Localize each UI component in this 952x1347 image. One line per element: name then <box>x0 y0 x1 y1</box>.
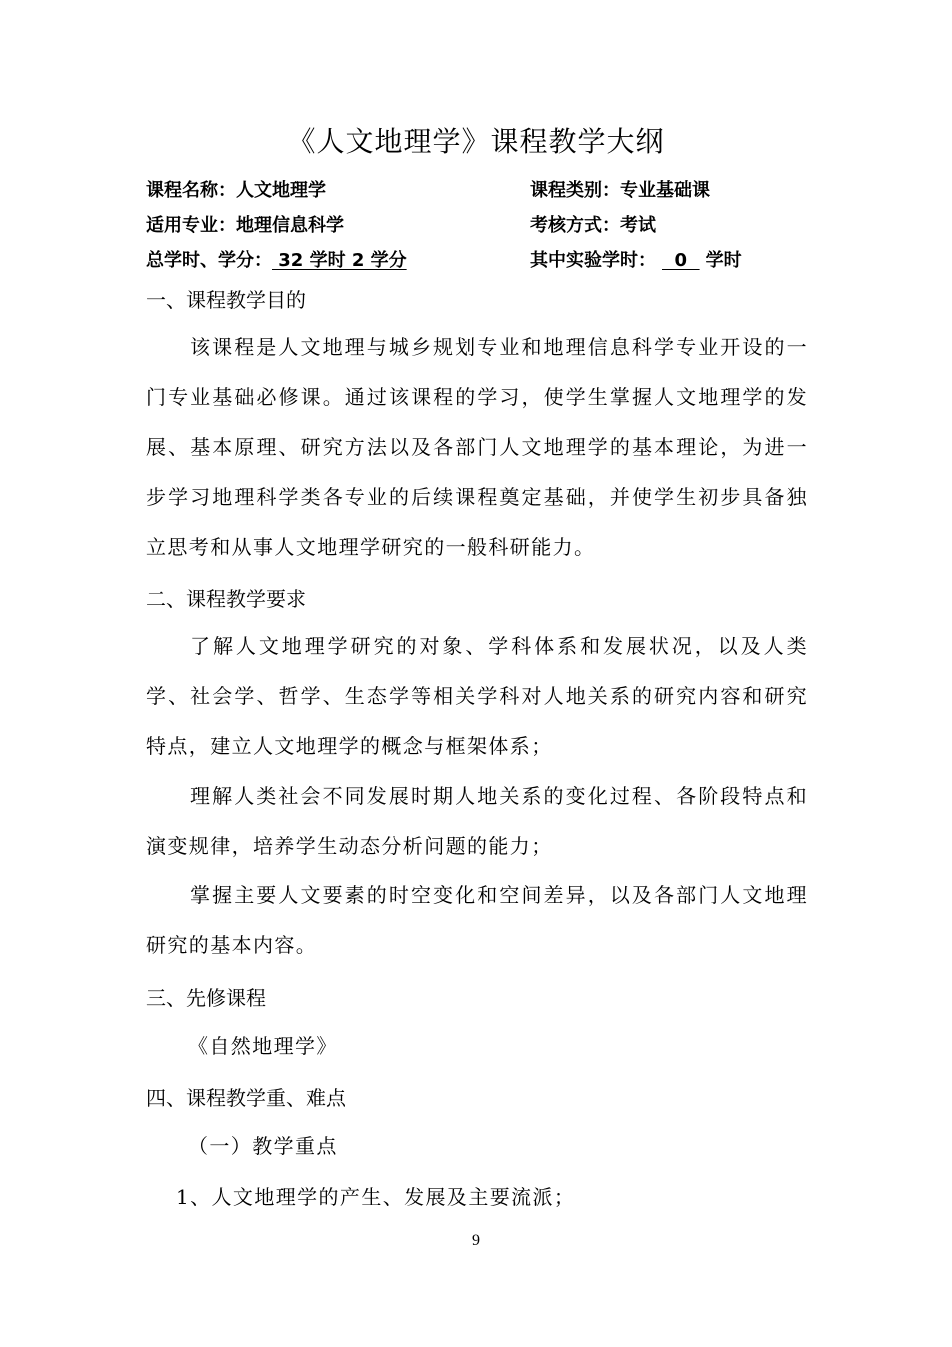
section-4-heading: 四、课程教学重、难点 <box>146 1086 346 1110</box>
prerequisite-course: 《自然地理学》 <box>188 1034 338 1058</box>
course-type-row <box>530 176 710 202</box>
course-type-value: 专业基础课 <box>620 180 710 201</box>
section-4-subheading: （一）教学重点 <box>188 1134 338 1158</box>
section-1-heading: 一、课程教学目的 <box>146 288 306 312</box>
page-number: 9 <box>472 1232 480 1249</box>
assessment-row <box>530 211 656 237</box>
hours-value: 32 学时 2 学分 <box>272 250 407 271</box>
hours-label: 总学时、学分： <box>146 250 272 271</box>
major-value: 地理信息科学 <box>236 215 344 236</box>
major-row <box>146 211 344 237</box>
assessment-value: 考试 <box>620 215 656 236</box>
lab-hours-row <box>530 246 742 272</box>
section-4-item-1: 1、人文地理学的产生、发展及主要流派； <box>176 1185 576 1209</box>
section-1-paragraph: 该课程是人文地理与城乡规划专业和地理信息科学专业开设的一门专业基础必修课。通过该课程的学习，使学生掌握人文地理学的发展、基本原理、研究方法以及各部门人文地理学的基本理论，为进一步学习地理科学类各专业的后续课程奠定基础，并使学生初步具备独立思考和从事人文地理学研究的一般科研能力。 <box>146 335 808 559</box>
section-2-paragraph-1: 了解人文地理学研究的对象、学科体系和发展状况，以及人类学、社会学、哲学、生态学等相关学科对人地关系的研究内容和研究特点，建立人文地理学的概念与框架体系； <box>146 634 808 758</box>
lab-hours-value: 0 <box>662 250 700 271</box>
hours-row <box>146 246 407 272</box>
section-2-paragraph-3: 掌握主要人文要素的时空变化和空间差异，以及各部门人文地理研究的基本内容。 <box>146 883 808 957</box>
assessment-label: 考核方式： <box>530 215 620 236</box>
course-name-row <box>146 176 326 202</box>
course-name-label: 课程名称： <box>146 180 236 201</box>
major-label: 适用专业： <box>146 215 236 236</box>
section-2-heading: 二、课程教学要求 <box>146 587 306 611</box>
section-2-paragraph-2: 理解人类社会不同发展时期人地关系的变化过程、各阶段特点和演变规律，培养学生动态分析问题的能力； <box>146 784 808 858</box>
section-3-heading: 三、先修课程 <box>146 986 266 1010</box>
lab-hours-unit: 学时 <box>705 250 742 271</box>
course-type-label: 课程类别： <box>530 180 620 201</box>
course-name-value: 人文地理学 <box>236 180 326 201</box>
page-title: 《人文地理学》课程教学大纲 <box>287 125 665 158</box>
lab-hours-label: 其中实验学时： <box>530 250 656 271</box>
